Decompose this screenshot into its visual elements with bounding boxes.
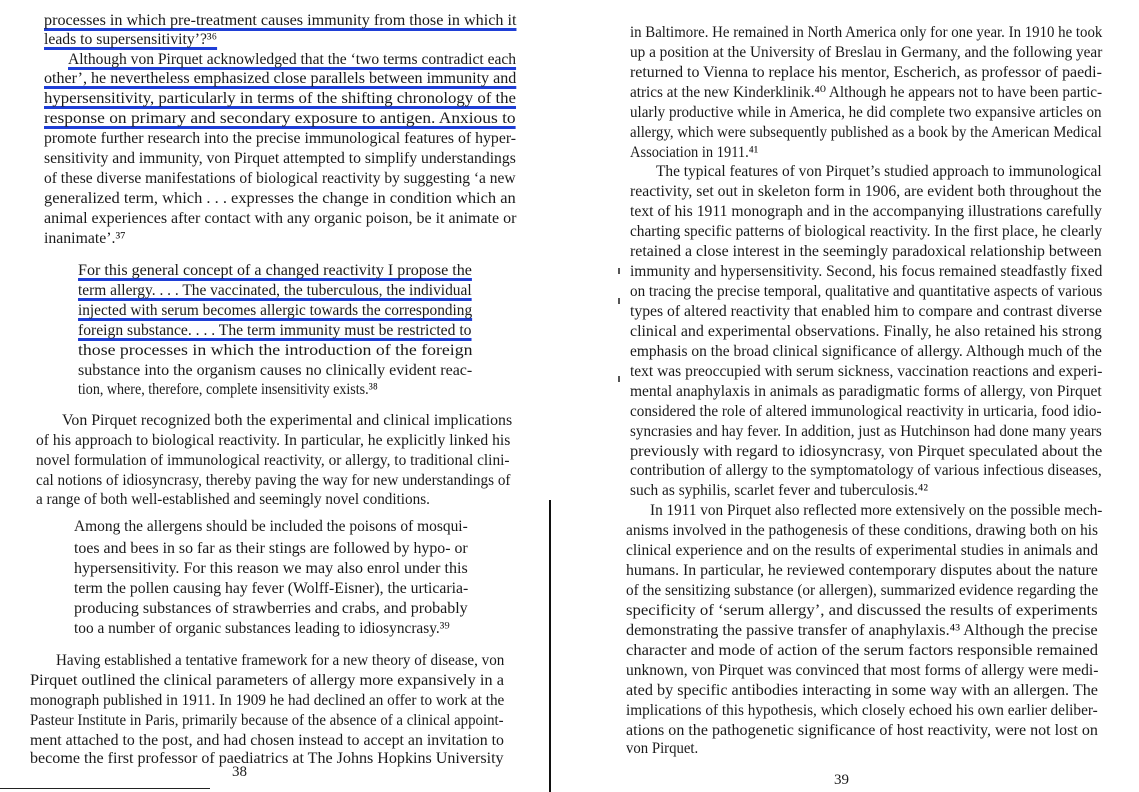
text-line: character and mode of action of the serum factors responsible remained	[626, 642, 1098, 659]
text-line: generalized term, which . . . expresses the change in condition which an	[44, 190, 516, 207]
text-line: Having established a tentative framework for a new theory of disease, von	[56, 652, 505, 669]
text-line: mental anaphylaxis in animals as paradigmatic forms of allergy, von Pirquet	[630, 383, 1102, 400]
page-bottom-rule	[0, 788, 210, 789]
highlighted-text-line: hypersensitivity, particularly in terms of the shifting chronology of the	[44, 90, 517, 107]
text-line: toes and bees in so far as their stings are followed by hypo- or	[74, 540, 468, 557]
text-line: of his approach to biological reactivity. In particular, he explicitly linked his	[36, 432, 511, 449]
text-line: clinical and experimental observations. Finally, he also retained his strong	[630, 323, 1102, 340]
text-line: hypersensitivity. For this reason we may also enrol under this	[74, 560, 468, 577]
left-page	[0, 0, 549, 792]
text-line: animal experiences after contact with any organic poison, be it animate or	[44, 210, 517, 227]
text-line: unknown, von Pirquet was convinced that most forms of allergy were medi-	[626, 662, 1099, 679]
text-line: cal notions of idiosyncrasy, thereby paving the way for new understandings of	[36, 472, 511, 489]
text-line: syncrasies and hay fever. In addition, just as Hutchinson had done many years	[630, 423, 1102, 440]
text-line: in Baltimore. He remained in North America only for one year. In 1910 he took	[630, 24, 1103, 41]
text-line: ations on the pathogenetic significance of host reactivity, were not lost on	[626, 722, 1098, 739]
text-line: term the pollen causing hay fever (Wolff-Eisner), the urticaria-	[74, 580, 469, 597]
text-line: allergy, which were subsequently published as a book by the American Medical	[630, 124, 1102, 141]
text-line: of the sensitizing substance (or allergen), summarized evidence regarding the	[626, 582, 1099, 599]
text-line: atrics at the new Kinderklinik.⁴⁰ Although he appears not to have been partic-	[630, 84, 1103, 101]
text-line: those processes in which the introduction of the foreign	[78, 342, 473, 359]
text-line: Among the allergens should be included the poisons of mosqui-	[74, 518, 468, 535]
page-number-left: 38	[232, 764, 247, 780]
highlighted-text-line: term allergy. . . . The vaccinated, the tuberculous, the individual	[78, 282, 472, 299]
highlighted-text-line: foreign substance. . . . The term immunity must be restricted to	[78, 322, 472, 339]
right-page	[552, 0, 1139, 792]
highlighted-text-line: injected with serum becomes allergic towards the corresponding	[78, 302, 473, 319]
text-line: too a number of organic substances leading to idiosyncrasy.³⁹	[74, 620, 450, 637]
text-line: novel formulation of immunological reactivity, or allergy, to traditional clini-	[36, 452, 510, 469]
text-line: Von Pirquet recognized both the experimental and clinical implications	[62, 412, 513, 429]
text-line: substance into the organism causes no clinically evident reac-	[78, 362, 473, 379]
margin-mark	[618, 268, 620, 274]
text-line: charting specific patterns of biological reactivity. In the first place, he clearly	[630, 223, 1103, 240]
text-line: a range of both well-established and seemingly novel conditions.	[36, 491, 430, 508]
text-line: Association in 1911.⁴¹	[630, 144, 759, 161]
text-line: The typical features of von Pirquet’s studied approach to immunological	[656, 163, 1102, 180]
text-line: ment attached to the post, and had chosen instead to accept an invitation to	[30, 732, 504, 749]
book-gutter	[549, 500, 551, 792]
text-line: promote further research into the precise immunological features of hyper-	[44, 130, 517, 147]
text-line: monograph published in 1911. In 1909 he had declined an offer to work at the	[30, 692, 505, 709]
text-line: Pirquet outlined the clinical parameters of allergy more expansively in a	[30, 672, 505, 689]
text-line: In 1911 von Pirquet also reflected more extensively on the possible mech-	[650, 502, 1103, 519]
text-line: producing substances of strawberries and crabs, and probably	[74, 600, 468, 617]
highlighted-text-line: response on primary and secondary exposure to antigen. Anxious to	[44, 110, 516, 127]
text-line: up a position at the University of Breslau in Germany, and the following year	[630, 44, 1103, 61]
text-line: inanimate’.³⁷	[44, 230, 126, 247]
text-line: text was preoccupied with serum sickness, vaccination reactions and experi-	[630, 363, 1103, 380]
text-line: von Pirquet.	[626, 740, 699, 757]
margin-mark	[618, 376, 620, 382]
text-line: such as syphilis, scarlet fever and tuberculosis.⁴²	[630, 482, 928, 499]
text-line: ated by specific antibodies interacting in some way with an allergen. The	[626, 682, 1098, 699]
text-line: emphasis on the broad clinical significance of allergy. Although much of the	[630, 343, 1102, 360]
highlighted-text-line: Although von Pirquet acknowledged that the ‘two terms contradict each	[68, 51, 517, 68]
page-number-right: 39	[834, 772, 849, 788]
text-line: text of his 1911 monograph and in the accompanying illustrations carefully	[630, 203, 1102, 220]
text-line: immunity and hypersensitivity. Second, his focus remained steadfastly fixed	[630, 263, 1103, 280]
text-line: ularly productive while in America, he did complete two expansive articles on	[630, 104, 1102, 121]
text-line: implications of this hypothesis, which closely echoed his own earlier deliber-	[626, 702, 1098, 719]
text-line: on tracing the precise temporal, qualitative and quantitative aspects of various	[630, 283, 1103, 300]
text-line: reactivity, set out in skeleton form in 1906, are evident both throughout the	[630, 183, 1102, 200]
highlighted-text-line: leads to supersensitivity’?³⁶	[44, 31, 218, 48]
text-line: returned to Vienna to replace his mentor, Escherich, as professor of paedi-	[630, 64, 1102, 81]
text-line: previously with regard to idiosyncrasy, von Pirquet speculated about the	[630, 443, 1103, 460]
text-line: tion, where, therefore, complete insensitivity exists.³⁸	[78, 381, 378, 398]
highlighted-text-line: For this general concept of a changed reactivity I propose the	[78, 262, 472, 279]
text-line: contribution of allergy to the symptomatology of various infectious diseases,	[630, 462, 1102, 479]
text-line: demonstrating the passive transfer of anaphylaxis.⁴³ Although the precise	[626, 622, 1098, 639]
highlighted-text-line: processes in which pre-treatment causes immunity from those in which it	[44, 12, 517, 29]
text-line: retained a close interest in the seemingly paradoxical relationship between	[630, 243, 1102, 260]
text-line: types of altered reactivity that enabled him to compare and contrast diverse	[630, 303, 1102, 320]
text-line: become the first professor of paediatrics at The Johns Hopkins University	[30, 750, 504, 767]
highlighted-text-line: other’, he nevertheless emphasized close parallels between immunity and	[44, 70, 517, 87]
text-line: humans. In particular, he reviewed contemporary disputes about the nature	[626, 562, 1098, 579]
margin-mark	[618, 298, 620, 304]
text-line: considered the role of altered immunological reactivity in urticaria, food idio-	[630, 403, 1102, 420]
text-line: specificity of ‘serum allergy’, and discussed the results of experiments	[626, 602, 1098, 619]
text-line: sensitivity and immunity, von Pirquet attempted to simplify understandings	[44, 150, 516, 167]
text-line: clinical experience and on the results of experimental studies in animals and	[626, 542, 1099, 559]
text-line: Pasteur Institute in Paris, primarily because of the absence of a clinical appoint-	[30, 712, 504, 729]
text-line: of these diverse manifestations of biological reactivity by suggesting ‘a new	[44, 170, 516, 187]
text-line: anisms involved in the pathogenesis of these conditions, drawing both on his	[626, 522, 1099, 539]
